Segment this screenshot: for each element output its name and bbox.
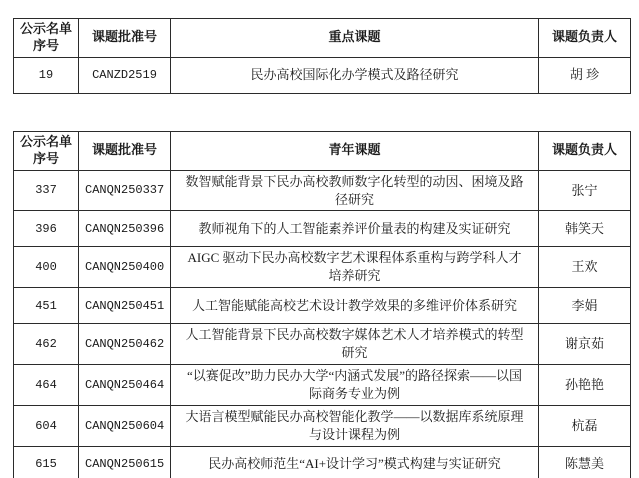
serial-number-cell: 396	[14, 211, 79, 247]
header-approval-number: 课题批准号	[79, 131, 171, 170]
approval-number-cell: CANQN250337	[79, 170, 171, 211]
table-row	[14, 57, 631, 93]
table-row	[14, 406, 631, 447]
project-leader-cell: 孙艳艳	[539, 365, 631, 406]
serial-number-cell: 19	[14, 57, 79, 93]
project-leader-cell: 李娟	[539, 288, 631, 324]
table-row	[14, 446, 631, 478]
table-row	[14, 247, 631, 288]
approval-number-cell: CANQN250462	[79, 324, 171, 365]
approval-number-cell: CANQN250604	[79, 406, 171, 447]
approval-number-cell: CANZD2519	[79, 57, 171, 93]
project-leader-cell: 陈慧美	[539, 446, 631, 478]
project-title-cell: 数智赋能背景下民办高校教师数字化转型的动因、困境及路径研究	[171, 170, 539, 211]
header-youth-project: 青年课题	[171, 131, 539, 170]
header-approval-number: 课题批准号	[79, 19, 171, 58]
project-title-cell: “以赛促改”助力民办大学“内涵式发展”的路径探索——以国际商务专业为例	[171, 365, 539, 406]
table-row	[14, 324, 631, 365]
project-leader-cell: 王欢	[539, 247, 631, 288]
header-row	[14, 131, 631, 170]
serial-number-cell: 400	[14, 247, 79, 288]
header-serial-number: 公示名单序号	[14, 131, 79, 170]
table-row	[14, 365, 631, 406]
project-title-cell: 人工智能赋能高校艺术设计教学效果的多维评价体系研究	[171, 288, 539, 324]
project-leader-cell: 谢京茹	[539, 324, 631, 365]
project-leader-cell: 张宁	[539, 170, 631, 211]
approval-number-cell: CANQN250396	[79, 211, 171, 247]
project-title-cell: 民办高校国际化办学模式及路径研究	[171, 57, 539, 93]
serial-number-cell: 604	[14, 406, 79, 447]
approval-number-cell: CANQN250464	[79, 365, 171, 406]
table-row	[14, 170, 631, 211]
serial-number-cell: 451	[14, 288, 79, 324]
project-title-cell: 教师视角下的人工智能素养评价量表的构建及实证研究	[171, 211, 539, 247]
project-leader-cell: 胡 珍	[539, 57, 631, 93]
header-project-leader: 课题负责人	[539, 131, 631, 170]
project-title-cell: 人工智能背景下民办高校数字媒体艺术人才培养模式的转型研究	[171, 324, 539, 365]
serial-number-cell: 462	[14, 324, 79, 365]
table-row	[14, 211, 631, 247]
header-row	[14, 19, 631, 58]
approval-number-cell: CANQN250400	[79, 247, 171, 288]
project-title-cell: AIGC 驱动下民办高校数字艺术课程体系重构与跨学科人才培养研究	[171, 247, 539, 288]
youth-projects-table	[13, 131, 631, 478]
header-key-project: 重点课题	[171, 19, 539, 58]
serial-number-cell: 337	[14, 170, 79, 211]
key-projects-table	[13, 18, 631, 94]
serial-number-cell: 464	[14, 365, 79, 406]
table-row	[14, 288, 631, 324]
project-leader-cell: 韩笑天	[539, 211, 631, 247]
project-title-cell: 大语言模型赋能民办高校智能化教学——以数据库系统原理与设计课程为例	[171, 406, 539, 447]
header-serial-number: 公示名单序号	[14, 19, 79, 58]
approval-number-cell: CANQN250615	[79, 446, 171, 478]
header-project-leader: 课题负责人	[539, 19, 631, 58]
serial-number-cell: 615	[14, 446, 79, 478]
project-title-cell: 民办高校师范生“AI+设计学习”模式构建与实证研究	[171, 446, 539, 478]
project-leader-cell: 杭磊	[539, 406, 631, 447]
approval-number-cell: CANQN250451	[79, 288, 171, 324]
